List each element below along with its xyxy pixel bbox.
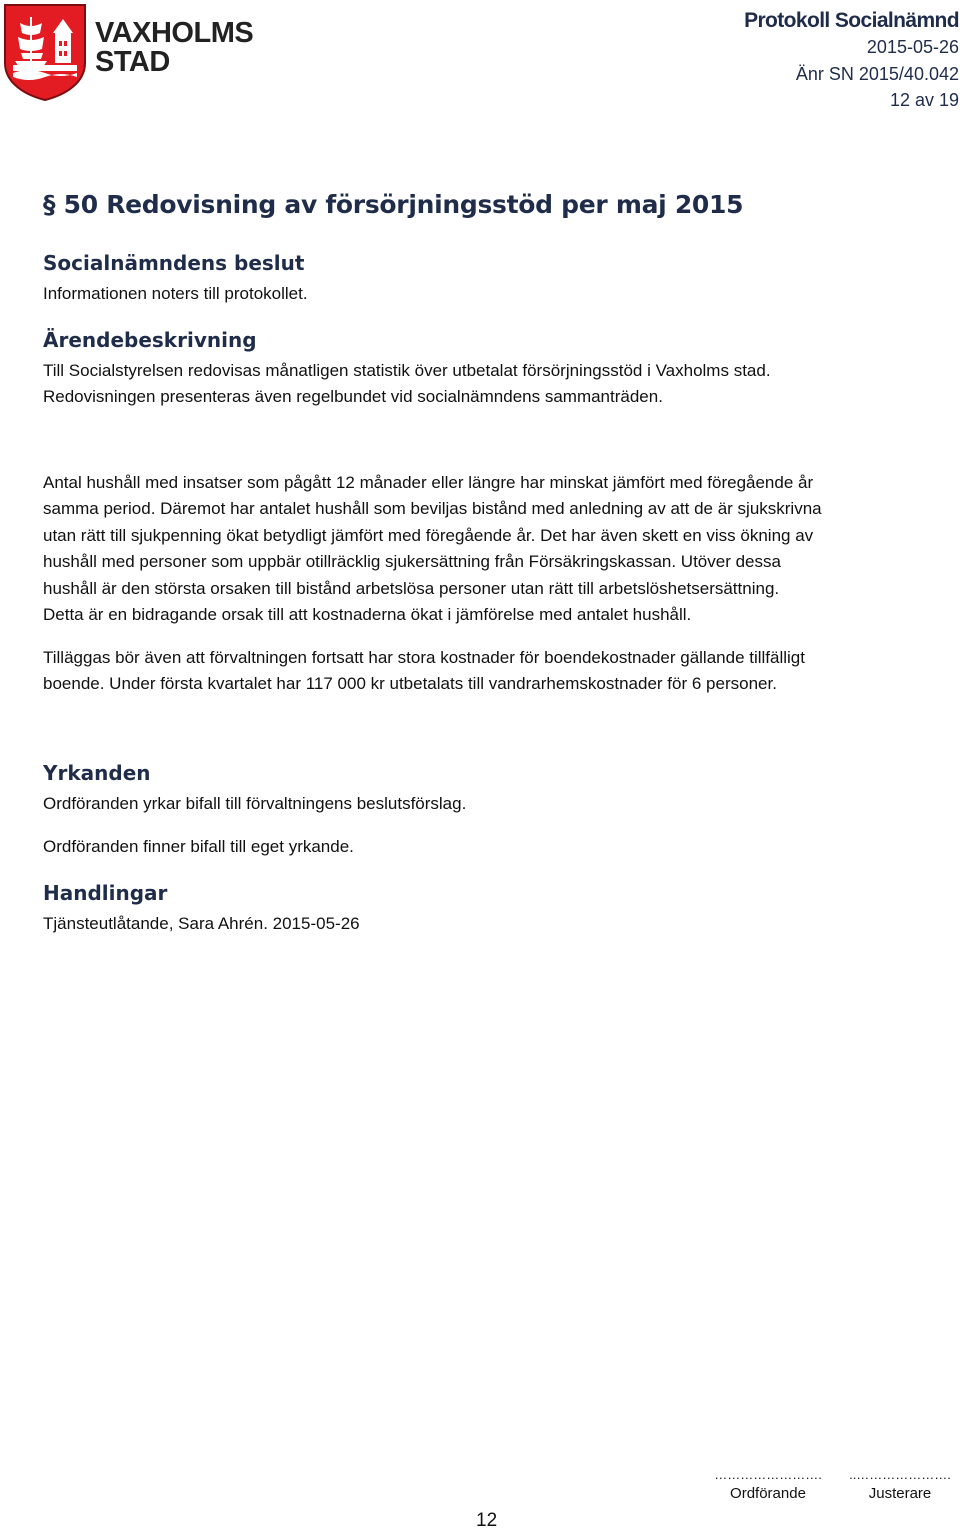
page-title: § 50 Redovisning av försörjningsstöd per maj 2015 xyxy=(43,190,744,219)
yrkanden-motion: Ordföranden yrkar bifall till förvaltningens beslutsförslag. xyxy=(43,794,467,813)
paragraph-line: samma period. Däremot har antalet hushåll som beviljas bistånd med anledning av att de är sjukskrivna xyxy=(43,499,822,519)
logo-line-2: STAD xyxy=(95,46,170,78)
logo-line-1: VAXHOLMS xyxy=(95,17,254,49)
protocol-title: Protokoll Socialnämnd xyxy=(744,9,959,32)
paragraph-housing-costs xyxy=(43,645,805,698)
signature-line: ……………………. xyxy=(714,1467,822,1482)
beslut-line: Informationen noters till protokollet. xyxy=(43,284,308,303)
signature-justerare xyxy=(842,1466,958,1504)
arendebeskrivning-line: Till Socialstyrelsen redovisas månatligen statistik över utbetalat försörjningsstöd i Vaxholms stad. xyxy=(43,361,771,380)
case-number: Änr SN 2015/40.042 xyxy=(795,63,959,84)
protocol-date: 2015-05-26 xyxy=(866,37,959,57)
heading-beslut: Socialnämndens beslut xyxy=(43,251,305,275)
paragraph-household-statistics xyxy=(43,470,822,628)
logo-wordmark xyxy=(95,19,253,77)
signature-ordforande xyxy=(710,1466,826,1504)
heading-yrkanden: Yrkanden xyxy=(43,761,151,785)
page-number: 12 xyxy=(476,1510,498,1531)
signature-label: Ordförande xyxy=(730,1485,806,1502)
signature-label: Justerare xyxy=(868,1485,932,1502)
coat-of-arms-icon xyxy=(3,3,87,101)
protocol-header xyxy=(744,8,959,114)
paragraph-line: hushåll med personer som uppbär otillräcklig sjukersättning från Försäkringskassan. Utöver dessa xyxy=(43,552,781,572)
paragraph-line: Detta är en bidragande orsak till att kostnaderna ökat i jämförelse med antalet hushåll. xyxy=(43,605,692,625)
paragraph-line: utan rätt till sjukpenning ökat betydligt jämfört med föregående år. Det har även skett en viss ökning av xyxy=(43,525,814,545)
vaxholms-stad-logo xyxy=(3,3,253,103)
heading-handlingar: Handlingar xyxy=(43,881,168,905)
paragraph-line: boende. Under första kvartalet har 117 000 kr utbetalats till vandrarhemskostnader för 6 personer. xyxy=(43,674,777,694)
arendebeskrivning-text xyxy=(43,358,771,411)
paragraph-line: Tilläggas bör även att förvaltningen fortsatt har stora kostnader för boendekostnader gällande tillfälligt xyxy=(43,648,805,667)
beslut-text xyxy=(43,281,308,307)
handlingar-text: Tjänsteutlåtande, Sara Ahrén. 2015-05-26 xyxy=(43,914,360,933)
signature-line: ..…………………. xyxy=(849,1467,951,1482)
arendebeskrivning-line: Redovisningen presenteras även regelbundet vid socialnämndens sammanträden. xyxy=(43,387,663,407)
paragraph-line: Antal hushåll med insatser som pågått 12 månader eller längre har minskat jämfört med föregående år xyxy=(43,473,814,492)
paragraph-line: hushåll är den största orsaken till bistånd arbetslösa personer utan rätt till arbetslöshetsersättning. xyxy=(43,578,780,598)
heading-arendebeskrivning: Ärendebeskrivning xyxy=(43,328,257,352)
page-of-total: 12 av 19 xyxy=(889,90,959,110)
yrkanden-decision: Ordföranden finner bifall till eget yrkande. xyxy=(43,837,354,856)
